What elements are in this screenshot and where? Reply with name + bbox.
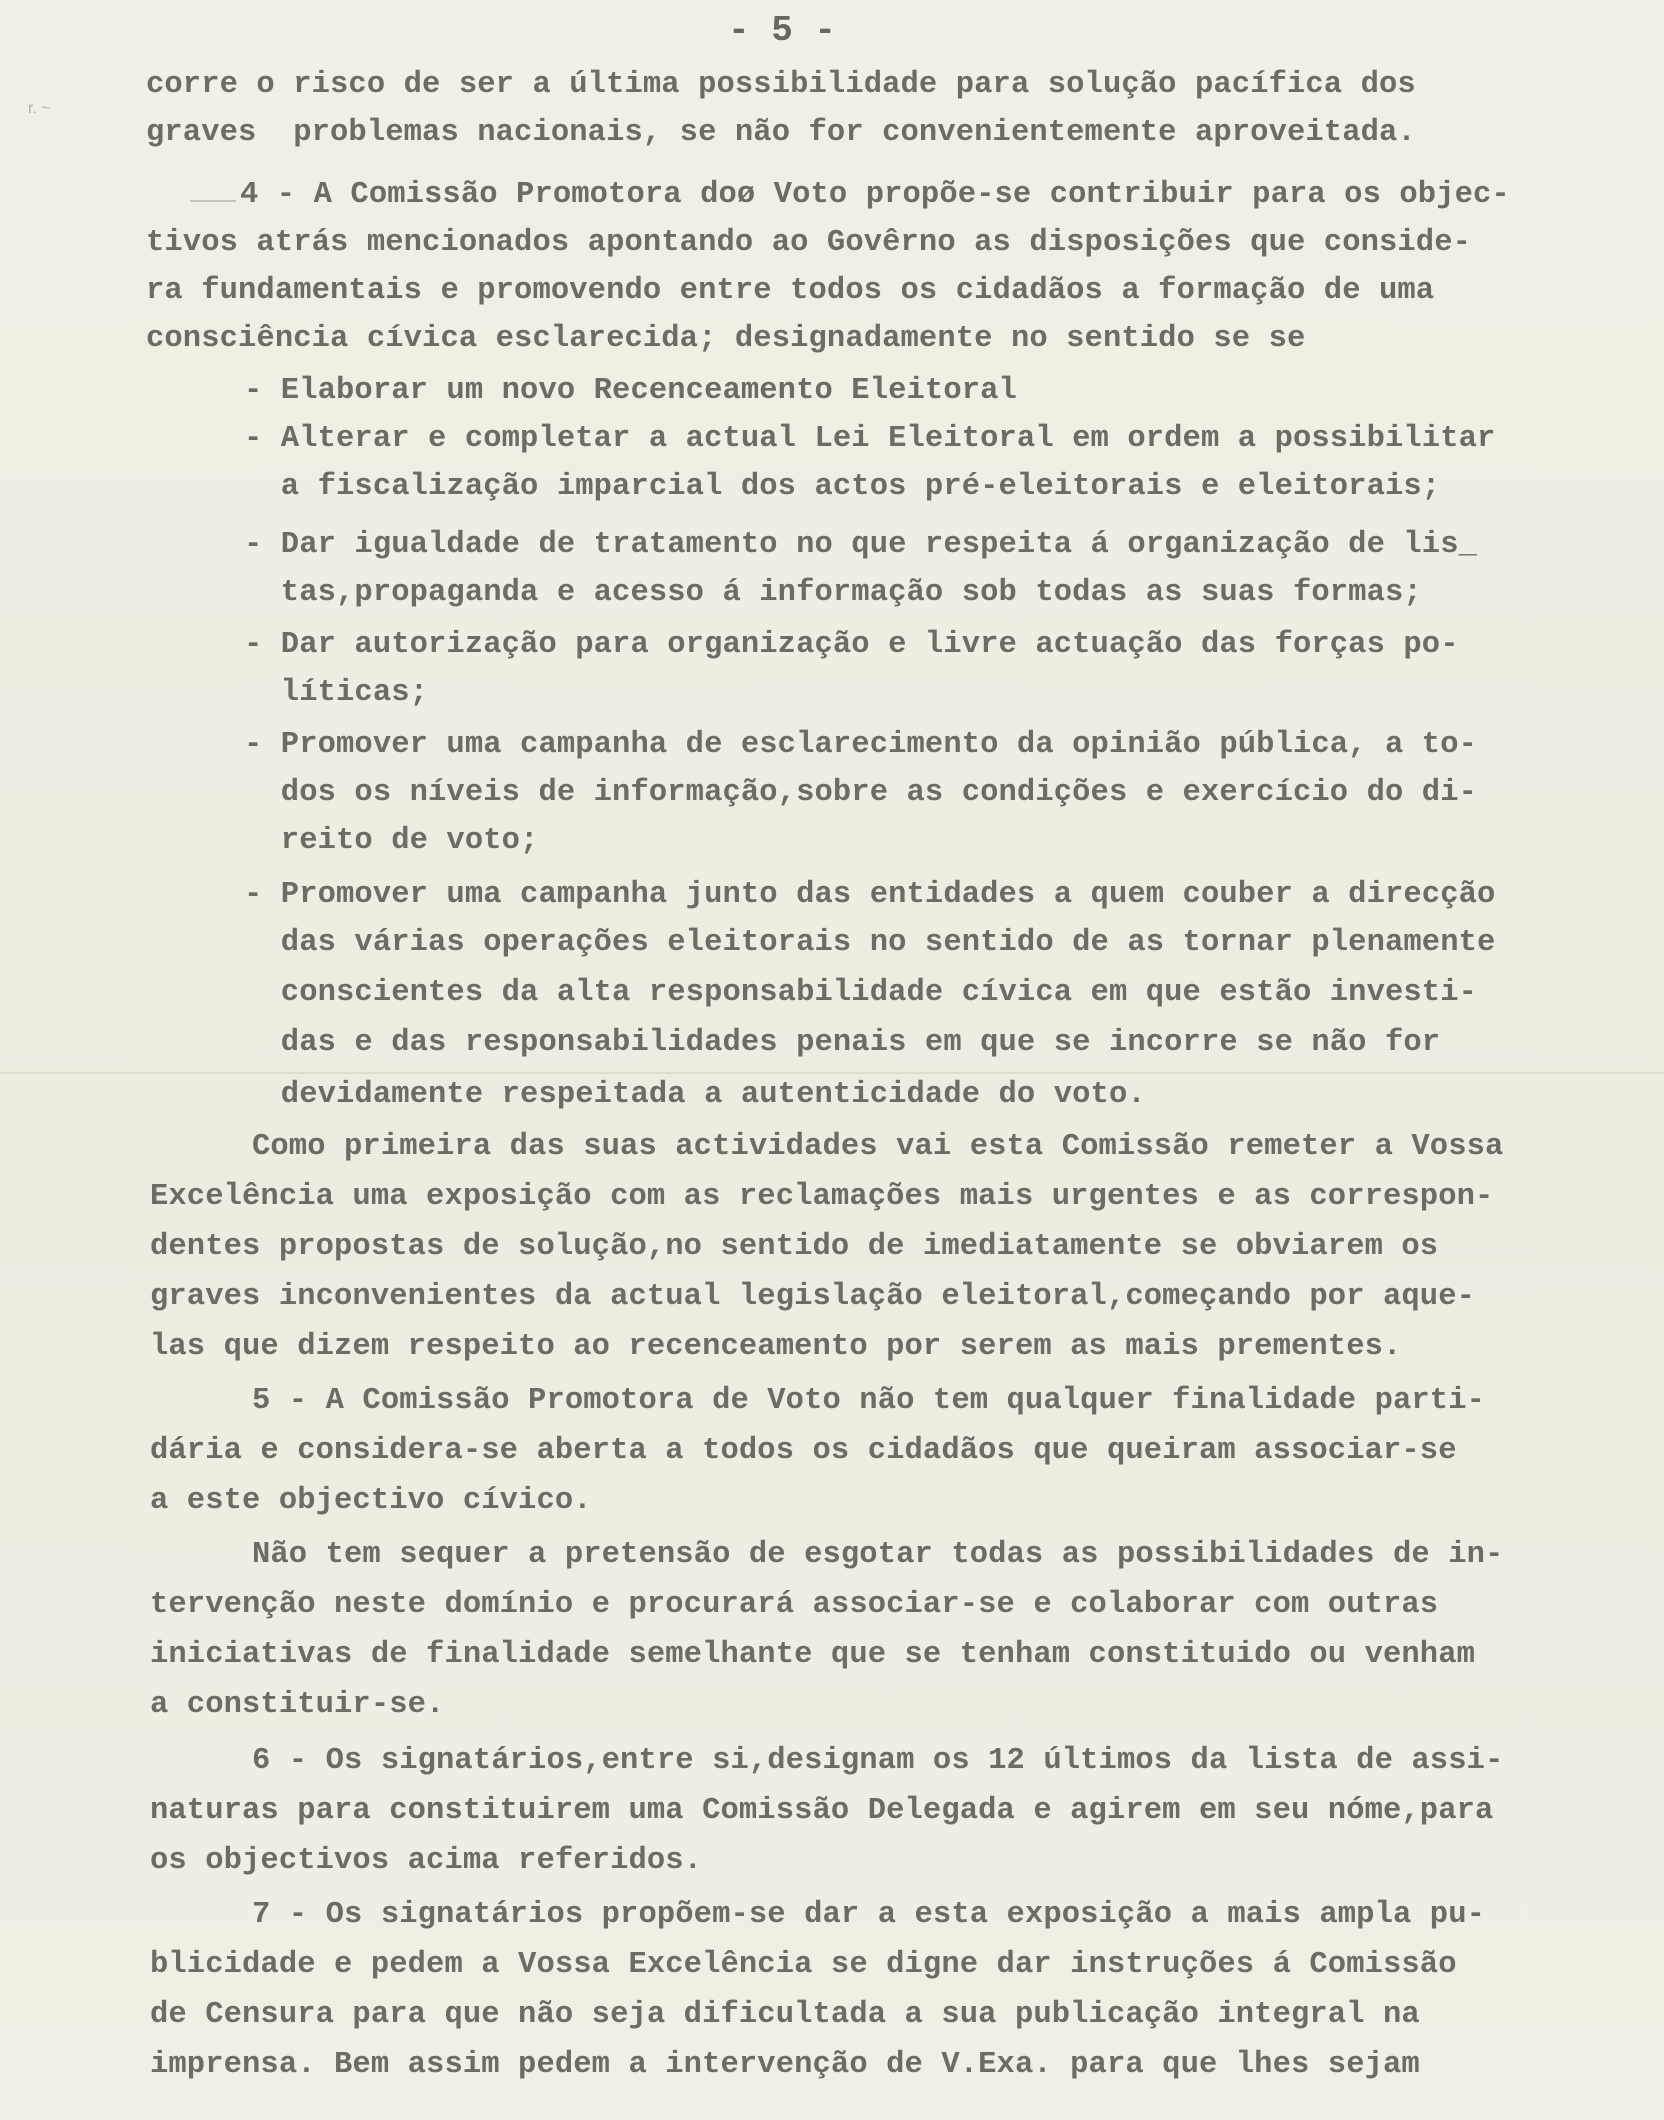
text-line: 4 - A Comissão Promotora doø Voto propõe-se contribuir para os objec-	[240, 178, 1510, 212]
text-line: graves inconvenientes da actual legislação eleitoral,começando por aque-	[150, 1280, 1476, 1314]
text-line: Excelência uma exposição com as reclamações mais urgentes e as correspon-	[150, 1180, 1494, 1214]
bullet-line: das e das responsabilidades penais em que se incorre se não for	[244, 1026, 1441, 1060]
bullet-line: - Promover uma campanha de esclarecimento da opinião pública, a to-	[244, 728, 1477, 762]
bullet-line: líticas;	[244, 676, 429, 710]
margin-mark: r. ~	[28, 100, 51, 117]
text-line: 6 - Os signatários,entre si,designam os 12 últimos da lista de assi-	[252, 1744, 1504, 1778]
text-line: a constituir-se.	[150, 1688, 445, 1722]
bullet-line: - Dar igualdade de tratamento no que respeita á organização de lis_	[244, 528, 1477, 562]
bullet-line: das várias operações eleitorais no sentido de as tornar plenamente	[244, 926, 1496, 960]
bullet-line: - Elaborar um novo Recenceamento Eleitoral	[244, 374, 1017, 408]
text-line: ra fundamentais e promovendo entre todos os cidadãos a formação de uma	[146, 274, 1435, 308]
bullet-line: conscientes da alta responsabilidade cívica em que estão investi-	[244, 976, 1477, 1010]
pencil-mark	[190, 200, 236, 202]
text-line: tervenção neste domínio e procurará associar-se e colaborar com outras	[150, 1588, 1439, 1622]
text-line: iniciativas de finalidade semelhante que se tenham constituido ou venham	[150, 1638, 1476, 1672]
text-line: 7 - Os signatários propõem-se dar a esta exposição a mais ampla pu-	[252, 1898, 1485, 1932]
bullet-line: reito de voto;	[244, 824, 539, 858]
page-number: - 5 -	[728, 10, 837, 51]
bullet-line: - Alterar e completar a actual Lei Eleitoral em ordem a possibilitar	[244, 422, 1496, 456]
bullet-line: tas,propaganda e acesso á informação sob todas as suas formas;	[244, 576, 1422, 610]
bullet-line: devidamente respeitada a autenticidade do voto.	[244, 1078, 1146, 1112]
text-line: tivos atrás mencionados apontando ao Govêrno as disposições que conside-	[146, 226, 1472, 260]
text-line: naturas para constituirem uma Comissão Delegada e agirem em seu nóme,para	[150, 1794, 1494, 1828]
text-line: dária e considera-se aberta a todos os cidadãos que queiram associar-se	[150, 1434, 1457, 1468]
text-line: graves problemas nacionais, se não for convenientemente aproveitada.	[146, 116, 1416, 150]
text-line: 5 - A Comissão Promotora de Voto não tem qualquer finalidade parti-	[252, 1384, 1485, 1418]
text-line: a este objectivo cívico.	[150, 1484, 592, 1518]
text-line: corre o risco de ser a última possibilidade para solução pacífica dos	[146, 68, 1416, 102]
text-line: blicidade e pedem a Vossa Excelência se digne dar instruções á Comissão	[150, 1948, 1457, 1982]
text-line: Não tem sequer a pretensão de esgotar todas as possibilidades de in-	[252, 1538, 1504, 1572]
bullet-line: - Dar autorização para organização e livre actuação das forças po-	[244, 628, 1459, 662]
text-line: imprensa. Bem assim pedem a intervenção de V.Exa. para que lhes sejam	[150, 2048, 1420, 2082]
text-line: de Censura para que não seja dificultada a sua publicação integral na	[150, 1998, 1420, 2032]
text-line: dentes propostas de solução,no sentido de imediatamente se obviarem os	[150, 1230, 1439, 1264]
text-line: os objectivos acima referidos.	[150, 1844, 703, 1878]
bullet-line: dos os níveis de informação,sobre as condições e exercício do di-	[244, 776, 1477, 810]
text-line: las que dizem respeito ao recenceamento por serem as mais prementes.	[150, 1330, 1402, 1364]
bullet-line: a fiscalização imparcial dos actos pré-eleitorais e eleitorais;	[244, 470, 1441, 504]
text-line: Como primeira das suas actividades vai esta Comissão remeter a Vossa	[252, 1130, 1504, 1164]
text-line: consciência cívica esclarecida; designadamente no sentido se se	[146, 322, 1306, 356]
bullet-line: - Promover uma campanha junto das entidades a quem couber a direcção	[244, 878, 1496, 912]
paper-fold	[0, 1072, 1664, 1074]
